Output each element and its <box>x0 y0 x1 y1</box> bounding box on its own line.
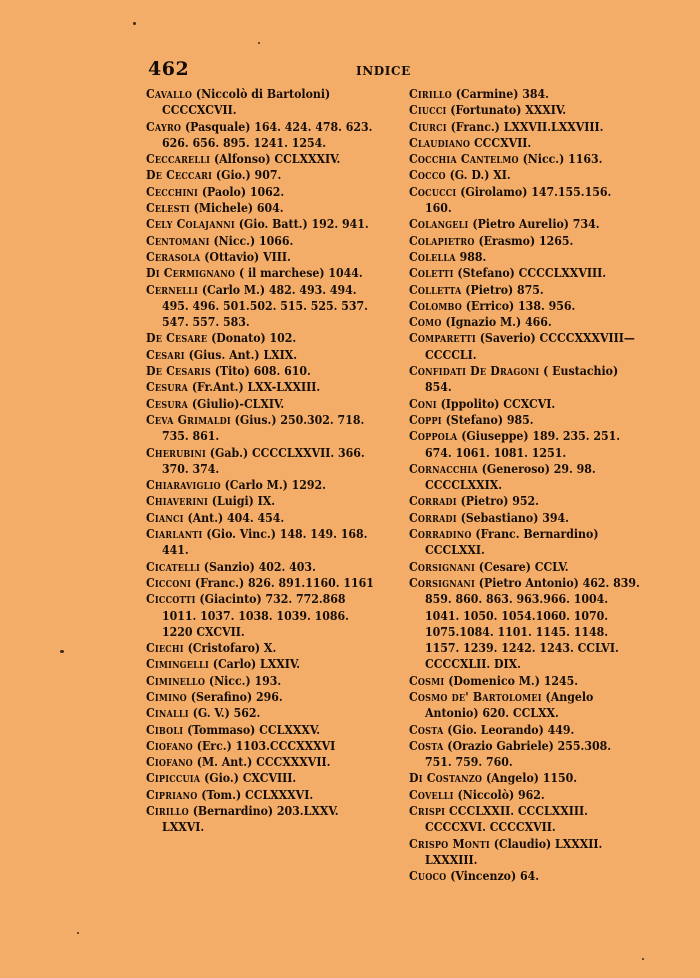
entry-references: (Pietro Aurelio) 734. <box>472 217 600 232</box>
entry-name: Centomani <box>146 233 210 248</box>
entry-name: Ciminello <box>146 673 206 688</box>
entry-references: (Stefano) CCCCLXXVIII. <box>457 266 607 281</box>
index-entry <box>409 151 641 167</box>
entry-references: CCCXVII. <box>473 135 532 150</box>
entry-references: (Michele) 604. <box>193 201 284 216</box>
index-entry <box>146 282 378 331</box>
index-entry <box>409 363 641 396</box>
index-entry <box>409 868 641 884</box>
entry-name: De Ceccari <box>146 168 213 183</box>
entry-name: Corradino <box>409 527 472 542</box>
entry-name: Cimingelli <box>146 657 209 672</box>
index-entry <box>146 803 378 836</box>
index-entry <box>409 722 641 738</box>
entry-references: (Gius.) 250.302. 718. 735. 861. <box>162 412 365 444</box>
entry-references: (G. V.) 562. <box>192 706 261 721</box>
entry-name: Colapietro <box>409 233 475 248</box>
entry-references: (Alfonso) CCLXXXIV. <box>213 152 341 167</box>
index-entry <box>146 526 378 559</box>
entry-references: (G. D.) XI. <box>449 168 511 183</box>
index-entry <box>409 559 641 575</box>
entry-name: Crispi <box>409 804 446 819</box>
entry-name: Cely Colajanni <box>146 217 235 232</box>
entry-name: Ciucci <box>409 103 447 118</box>
index-entry <box>146 656 378 672</box>
entry-references: (Ant.) 404. 454. <box>187 510 285 525</box>
index-entry <box>146 184 378 200</box>
entry-references: (Sebastiano) 394. <box>460 510 569 525</box>
index-entry <box>409 282 641 298</box>
entry-references: ( Eustachio) 854. <box>425 364 619 395</box>
index-entry <box>146 216 378 232</box>
index-entry <box>409 102 641 118</box>
entry-name: Corradi <box>409 494 457 509</box>
index-entry <box>146 640 378 656</box>
entry-name: Ciofano <box>146 738 193 753</box>
entry-name: Ceva Grimaldi <box>146 412 231 427</box>
entry-name: Cocchia Cantelmo <box>409 152 519 167</box>
index-entry <box>146 119 378 152</box>
entry-name: Ciarlanti <box>146 527 203 542</box>
entry-references: (Generoso) 29. 98. CCCCLXXIX. <box>425 461 596 493</box>
entry-name: De Cesare <box>146 331 208 346</box>
entry-name: Ciboli <box>146 722 184 737</box>
entry-references: (Sanzio) 402. 403. <box>203 559 316 574</box>
index-entry <box>146 330 378 346</box>
entry-references: (Ignazio M.) 466. <box>445 315 552 330</box>
entry-name: Cayro <box>146 119 182 134</box>
entry-name: Cocucci <box>409 184 457 199</box>
entry-references: (Erasmo) 1265. <box>478 233 574 248</box>
entry-references: (Carlo M.) 1292. <box>224 478 326 493</box>
index-entry <box>146 379 378 395</box>
index-entry <box>146 787 378 803</box>
entry-name: Chiaraviglio <box>146 478 221 493</box>
index-entry <box>146 167 378 183</box>
entry-name: Cosmo de' Bartolomei <box>409 689 542 704</box>
paper-speck <box>642 958 644 960</box>
entry-name: Cipriano <box>146 787 198 802</box>
entry-name: Cecchini <box>146 184 199 199</box>
index-column-right <box>409 86 641 885</box>
entry-name: Ciccotti <box>146 592 196 607</box>
entry-references: (Gio. Batt.) 192. 941. <box>238 217 369 232</box>
entry-references: (Claudio) LXXXII. LXXXIII. <box>425 836 603 867</box>
entry-references: (Carlo M.) 482. 493. 494. 495. 496. 501.502. 515. 525. 537. 547. 557. 583. <box>162 282 368 330</box>
entry-references: ( il marchese) 1044. <box>238 266 363 281</box>
entry-references: (M. Ant.) CCCXXXVII. <box>196 755 331 770</box>
index-entry <box>409 526 641 559</box>
index-column-left <box>146 86 378 836</box>
entry-references: (Carlo) LXXIV. <box>212 657 301 672</box>
index-entry <box>409 314 641 330</box>
entry-references: (Tommaso) CCLXXXV. <box>187 722 321 737</box>
entry-name: Ciurci <box>409 119 447 134</box>
entry-references: (Angelo Antonio) 620. CCLXX. <box>425 689 594 721</box>
index-entry <box>146 233 378 249</box>
entry-name: Di Cermignano <box>146 266 236 281</box>
index-entry <box>409 738 641 771</box>
entry-name: Como <box>409 315 442 330</box>
entry-references: (Pasquale) 164. 424. 478. 623. 626. 656. 895. 1241. 1254. <box>162 119 373 150</box>
index-entry <box>146 591 378 640</box>
entry-references: (Nicc.) 1163. <box>522 152 603 167</box>
index-entry <box>409 265 641 281</box>
entry-references: (Angelo) 1150. <box>485 771 578 786</box>
entry-name: Confidati De Dragoni <box>409 364 540 379</box>
index-entry <box>409 249 641 265</box>
entry-references: (Paolo) 1062. <box>201 184 285 199</box>
entry-name: Cavallo <box>146 87 193 101</box>
entry-references: (Girolamo) 147.155.156. 160. <box>425 184 612 216</box>
index-entry <box>146 738 378 754</box>
index-entry <box>146 770 378 786</box>
index-entry <box>146 363 378 379</box>
index-entry <box>146 559 378 575</box>
entry-name: Cerasola <box>146 249 201 264</box>
entry-name: Cesura <box>146 380 189 395</box>
entry-references: (Luigi) IX. <box>211 494 276 509</box>
entry-references: (Fortunato) XXXIV. <box>450 103 567 118</box>
entry-name: Cimino <box>146 689 187 704</box>
entry-references: (Nicc.) 1066. <box>213 233 294 248</box>
index-entry <box>409 135 641 151</box>
index-entry <box>146 510 378 526</box>
entry-name: Colangeli <box>409 217 469 232</box>
index-entry <box>409 493 641 509</box>
entry-name: Celesti <box>146 201 190 216</box>
entry-references: (Vincenzo) 64. <box>450 869 540 884</box>
entry-references: (Franc. Bernardino) CCCLXXI. <box>425 527 599 558</box>
entry-name: Chiaverini <box>146 494 208 509</box>
entry-references: (Gio.) 907. <box>215 168 282 183</box>
entry-references: (Fr.Ant.) LXX-LXXIII. <box>191 380 321 395</box>
index-entry <box>409 412 641 428</box>
entry-name: De Cesaris <box>146 364 211 379</box>
entry-references: (Errico) 138. 956. <box>465 298 576 313</box>
index-entry <box>409 233 641 249</box>
entry-name: Cianci <box>146 510 184 525</box>
entry-name: Comparetti <box>409 331 476 346</box>
entry-name: Coletti <box>409 266 454 281</box>
entry-references: (Domenico M.) 1245. <box>448 673 579 688</box>
entry-name: Coppi <box>409 412 442 427</box>
entry-name: Cuoco <box>409 869 447 884</box>
entry-name: Cernelli <box>146 282 198 297</box>
index-entry <box>146 347 378 363</box>
index-entry <box>409 184 641 217</box>
entry-name: Costa <box>409 722 444 737</box>
entry-name: Claudiano <box>409 135 471 150</box>
entry-references: CCCLXXII. CCCLXXIII. CCCCXVI. CCCCXVII. <box>425 804 588 835</box>
entry-references: (Gio.) CXCVIII. <box>204 771 297 786</box>
entry-references: (Giacinto) 732. 772.868 1011. 1037. 1038. 1039. 1086. 1220 CXCVII. <box>162 592 349 639</box>
index-entry <box>146 722 378 738</box>
paper-speck <box>258 42 260 44</box>
index-entry <box>146 249 378 265</box>
entry-references: (Ottavio) VIII. <box>204 249 291 264</box>
entry-name: Costa <box>409 738 444 753</box>
entry-references: (Cesare) CCLV. <box>478 559 569 574</box>
index-entry <box>409 803 641 836</box>
entry-name: Coppola <box>409 429 458 444</box>
entry-name: Crispo Monti <box>409 836 490 851</box>
entry-name: Cornacchia <box>409 461 478 476</box>
entry-name: Covelli <box>409 787 454 802</box>
index-entry <box>409 770 641 786</box>
entry-name: Colombo <box>409 298 462 313</box>
page-number: 462 <box>148 58 190 80</box>
entry-name: Cesari <box>146 347 185 362</box>
entry-references: (Tom.) CCLXXXVI. <box>201 787 314 802</box>
entry-references: (Cristofaro) X. <box>187 641 277 656</box>
entry-name: Cherubini <box>146 445 206 460</box>
index-entry <box>409 836 641 869</box>
index-entry <box>146 86 378 119</box>
index-entry <box>146 673 378 689</box>
entry-references: (Giuseppe) 189. 235. 251. 674. 1061. 1081. 1251. <box>425 429 621 460</box>
entry-name: Di Costanzo <box>409 771 483 786</box>
index-entry <box>146 689 378 705</box>
index-entry <box>409 673 641 689</box>
entry-references: (Franc.) 826. 891.1160. 1161 <box>194 575 374 590</box>
entry-name: Coni <box>409 396 437 411</box>
index-entry <box>146 493 378 509</box>
index-entry <box>409 86 641 102</box>
entry-name: Cosmi <box>409 673 445 688</box>
entry-name: Cirillo <box>409 87 452 101</box>
entry-references: (Gio. Leorando) 449. <box>447 722 575 737</box>
index-entry <box>409 575 641 673</box>
entry-references: (Giulio)-CLXIV. <box>191 396 285 411</box>
entry-name: Ciofano <box>146 755 193 770</box>
paper-speck <box>60 650 64 653</box>
entry-name: Cocco <box>409 168 446 183</box>
index-entry <box>409 216 641 232</box>
index-entry <box>146 396 378 412</box>
entry-name: Cicconi <box>146 575 192 590</box>
entry-name: Colletta <box>409 282 462 297</box>
index-entry <box>409 167 641 183</box>
entry-references: (Erc.) 1103.CCCXXXVI <box>196 738 336 753</box>
entry-references: (Niccolò di Bartoloni) CCCCXCVII. <box>162 87 331 118</box>
entry-references: (Stefano) 985. <box>445 412 534 427</box>
entry-name: Cirillo <box>146 804 189 819</box>
entry-references: (Saverio) CCCCXXXVIII—CCCCLI. <box>425 331 635 362</box>
entry-name: Corradi <box>409 510 457 525</box>
index-entry <box>146 445 378 478</box>
index-entry <box>146 265 378 281</box>
entry-references: (Gio. Vinc.) 148. 149. 168. 441. <box>162 527 368 558</box>
index-entry <box>146 705 378 721</box>
entry-references: (Gab.) CCCCLXXVII. 366. 370. 374. <box>162 445 365 476</box>
entry-references: 988. <box>459 249 487 264</box>
entry-references: (Donato) 102. <box>211 331 297 346</box>
index-entry <box>409 461 641 494</box>
index-entry <box>409 396 641 412</box>
entry-references: (Niccolò) 962. <box>457 787 545 802</box>
entry-references: (Bernardino) 203.LXXV. LXXVI. <box>162 804 339 835</box>
entry-references: (Nicc.) 193. <box>208 673 282 688</box>
paper-speck <box>133 22 136 25</box>
index-entry <box>409 298 641 314</box>
index-entry <box>146 477 378 493</box>
entry-name: Cipiccuia <box>146 771 201 786</box>
entry-name: Corsignani <box>409 559 475 574</box>
entry-name: Cinalli <box>146 706 189 721</box>
entry-references: (Pietro) 875. <box>465 282 544 297</box>
index-entry <box>409 510 641 526</box>
entry-name: Ceccarelli <box>146 152 211 167</box>
index-entry <box>146 151 378 167</box>
index-entry <box>409 428 641 461</box>
entry-references: (Gius. Ant.) LXIX. <box>188 347 298 362</box>
entry-references: (Orazio Gabriele) 255.308. 751. 759. 760. <box>425 738 612 770</box>
running-head: INDICE <box>356 64 411 78</box>
entry-references: (Pietro) 952. <box>460 494 540 509</box>
index-entry <box>146 575 378 591</box>
index-entry <box>409 689 641 722</box>
index-entry <box>146 754 378 770</box>
entry-references: (Ippolito) CCXCVI. <box>440 396 556 411</box>
entry-references: (Serafino) 296. <box>190 689 283 704</box>
index-entry <box>146 200 378 216</box>
index-entry <box>409 330 641 363</box>
index-entry <box>409 119 641 135</box>
entry-name: Ciechi <box>146 641 184 656</box>
entry-references: (Pietro Antonio) 462. 839. 859. 860. 863. 963.966. 1004. 1041. 1050. 1054.1060. 1070. 1075.1084. 1101. 1145. 1148. 1157. 1239. 1242. 1243. CCLVI. CCCCXLII. DIX. <box>425 575 640 672</box>
entry-name: Corsignani <box>409 575 475 590</box>
entry-name: Cesura <box>146 396 189 411</box>
entry-references: (Carmine) 384. <box>455 87 549 101</box>
index-entry <box>146 412 378 445</box>
index-entry <box>409 787 641 803</box>
entry-name: Colella <box>409 249 456 264</box>
entry-references: (Franc.) LXXVII.LXXVIII. <box>450 119 604 134</box>
entry-name: Cicatelli <box>146 559 200 574</box>
paper-speck <box>77 932 79 934</box>
entry-references: (Tito) 608. 610. <box>214 364 311 379</box>
